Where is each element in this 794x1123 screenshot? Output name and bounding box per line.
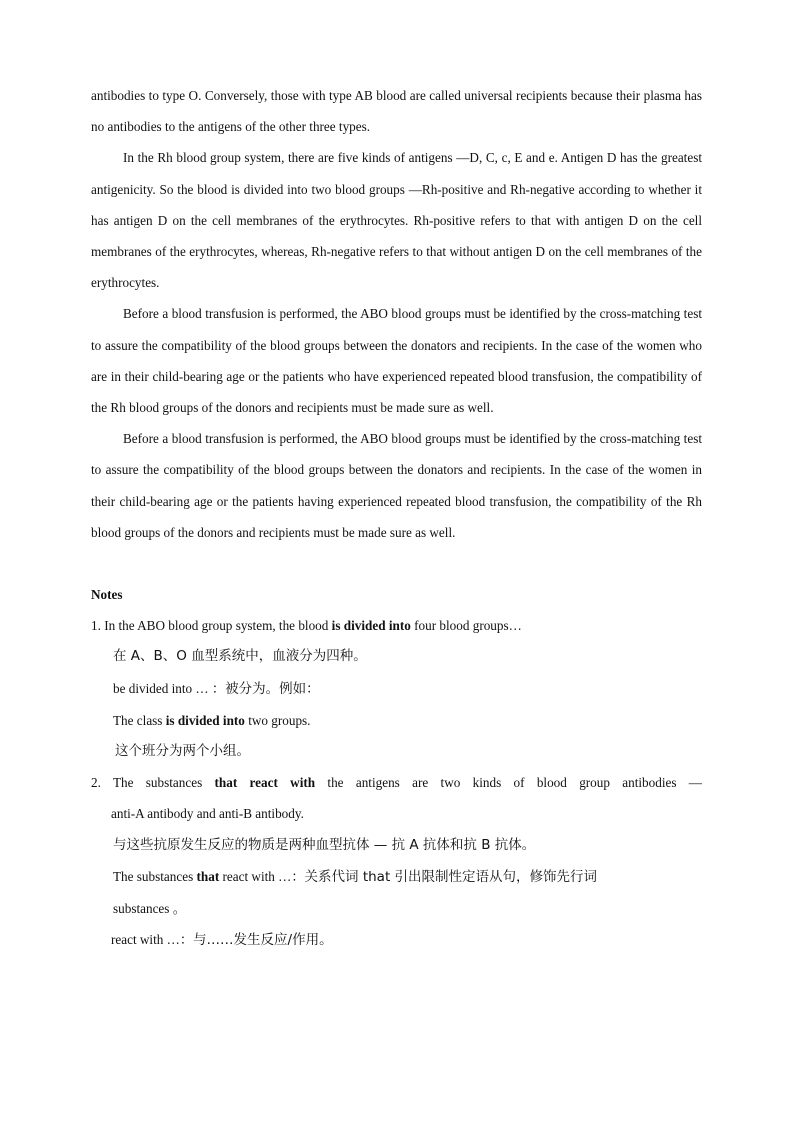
note-2-example-continuation: substances 。: [113, 901, 186, 917]
note-1-translation: 在 A、B、O 血型系统中，血液分为四种。: [113, 648, 367, 665]
document-page: [91, 80, 702, 956]
paragraph-transfusion-2: Before a blood transfusion is performed, the ABO blood groups must be identified by the cross-matching test to assure the compatibility of the blood groups between the donators and recipients. In the case of the women in their child-bearing age or the patients having experienced repeated blood transfusion, the compatibility of the Rh blood groups of the donors and recipients must be made sure as well.: [91, 431, 702, 540]
paragraph-abo-recipients: antibodies to type O. Conversely, those with type AB blood are called universal recipients because their plasma has no antibodies to the antigens of the other three types.: [91, 88, 702, 135]
note-2-example: The substances that react with …：关系代词 that 引出限制性定语从句，修饰先行词: [113, 868, 598, 885]
note-2-continuation: anti-A antibody and anti-B antibody.: [111, 806, 304, 822]
note-1-example: The class is divided into two groups.: [113, 712, 311, 728]
paragraph-rh-system: In the Rh blood group system, there are five kinds of antigens —D, C, c, E and e. Antigen D has the greatest antigenicity. So the blood is divided into two blood groups —Rh-positive and Rh-negative according to whether it has antigen D on the cell membranes of the erythrocytes. Rh-positive refers to that with antigen D on the cell membranes of the erythrocytes, whereas, Rh-negative refers to that without antigen D on the cell membranes of the erythrocytes.: [91, 150, 702, 291]
note-1-sentence: 1. In the ABO blood group system, the blood is divided into four blood groups…: [91, 618, 522, 634]
note-2-phrase: react with …：与……发生反应/作用。: [111, 932, 333, 949]
note-2-sentence: 2. The substances that react with the antigens are two kinds of blood group antibodies —: [91, 775, 702, 791]
paragraph-transfusion-1: Before a blood transfusion is performed, the ABO blood groups must be identified by the cross-matching test to assure the compatibility of the blood groups between the donators and recipients. In the case of the women who are in their child-bearing age or the patients who have experienced repeated blood transfusion, the compatibility of the Rh blood groups of the donors and recipients must be made sure as well.: [91, 306, 702, 416]
note-1-phrase: be divided into … ：被分为。例如：: [113, 680, 320, 697]
note-2-translation: 与这些抗原发生反应的物质是两种血型抗体 — 抗 A 抗体和抗 B 抗体。: [113, 836, 536, 853]
note-1-example-translation: 这个班分为两个小组。: [115, 743, 250, 760]
notes-heading: Notes: [91, 587, 123, 603]
spacer: [91, 548, 702, 579]
